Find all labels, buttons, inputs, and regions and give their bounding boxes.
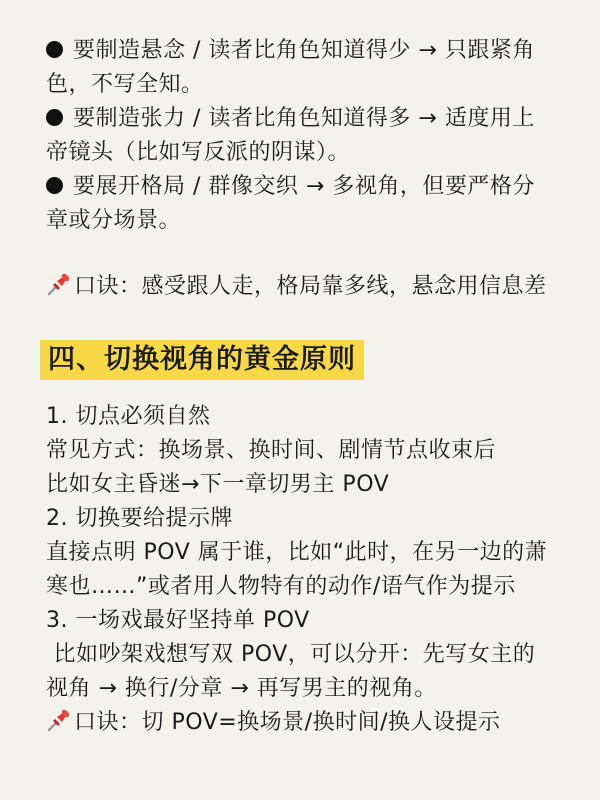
bullet-item [46, 170, 554, 238]
rule-line: 比如吵架戏想写双 POV，可以分开：先写女主的视角 → 换行/分章 → 再写男主的视角。 [46, 642, 536, 701]
rule-title: 2. 切换要给提示牌 [46, 506, 233, 531]
pushpin-icon [46, 271, 72, 297]
bullet-icon [46, 41, 63, 58]
pushpin-icon [46, 707, 72, 733]
bullet-list [46, 34, 554, 238]
bullet-item [46, 34, 554, 102]
mnemonic-text: 口诀：感受跟人走，格局靠多线，悬念用信息差 [74, 274, 547, 299]
rule-line: 常见方式：换场景、换时间、剧情节点收束后 [46, 438, 497, 463]
bullet-item [46, 102, 554, 170]
bullet-text: 要制造悬念 / 读者比角色知道得少 → 只跟紧角色，不写全知。 [46, 38, 535, 97]
section-heading: 四、切换视角的黄金原则 [40, 340, 364, 380]
bullet-icon [46, 177, 63, 194]
mnemonic-line [46, 270, 554, 304]
rule-line: 比如女主昏迷→下一章切男主 POV [46, 472, 390, 497]
rules-list [46, 400, 554, 740]
rule-title: 3. 一场戏最好坚持单 POV [46, 608, 310, 633]
bullet-text: 要展开格局 / 群像交织 → 多视角，但要严格分章或分场景。 [46, 174, 535, 233]
mnemonic-line [46, 706, 554, 740]
bullet-icon [46, 109, 63, 126]
mnemonic-text: 口诀：切 POV=换场景/换时间/换人设提示 [74, 710, 501, 735]
rule-line: 直接点明 POV 属于谁，比如“此时，在另一边的萧寒也……”或者用人物特有的动作/语气作为提示 [46, 540, 548, 599]
rule-title: 1. 切点必须自然 [46, 404, 211, 429]
bullet-text: 要制造张力 / 读者比角色知道得多 → 适度用上帝镜头（比如写反派的阴谋）。 [46, 106, 535, 165]
section-heading-wrap [40, 340, 554, 380]
